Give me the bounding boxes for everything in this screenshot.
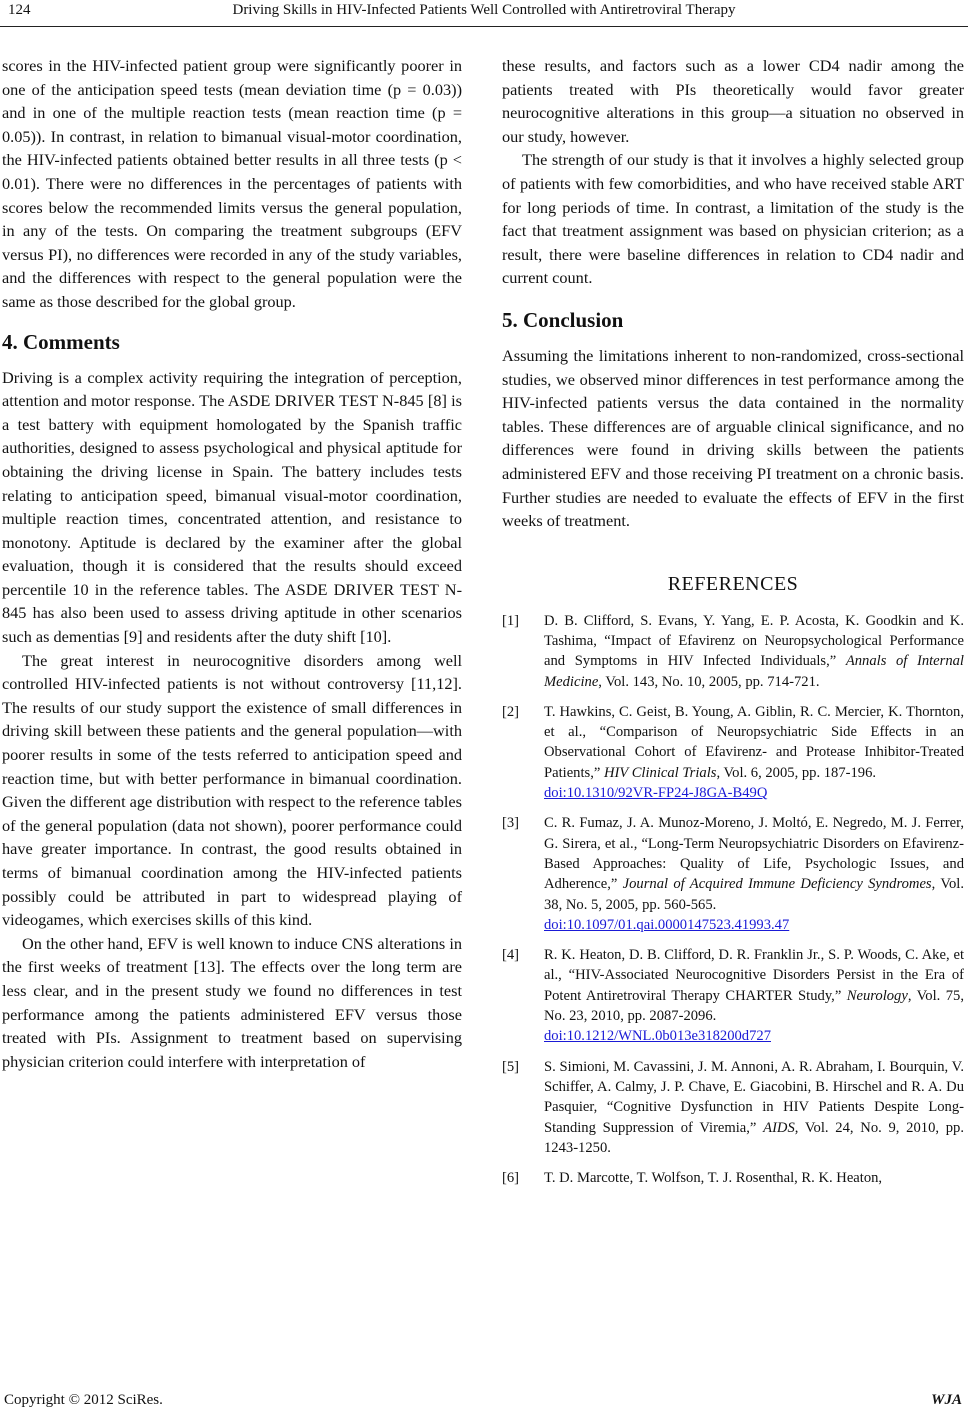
reference-citation: C. R. Fumaz, J. A. Munoz-Moreno, J. Moltó, E. Negredo, M. J. Ferrer, G. Sirera, et al., “Long-Term Neuropsychiatric Disorders on Efavirenz-Based Approaches: Quality of Life, Psychologic Issues, and Adherence,”	[544, 815, 964, 893]
reference-item	[502, 945, 964, 1046]
reference-citation: R. K. Heaton, D. B. Clifford, D. R. Franklin Jr., S. P. Woods, C. Ake, et al., “HIV-Associated Neurocognitive Disorders Persist in the Era of Potent Antiretroviral Therapy CHARTER Study,”	[544, 947, 964, 1004]
reference-citation: T. Hawkins, C. Geist, B. Young, A. Giblin, R. C. Mercier, K. Thornton, et al., “Comparison of Neuropsychiatric Side Effects in an Observational Cohort of Efavirenz- and Protease Inhibitor-Treated Patients,”	[544, 703, 964, 781]
reference-number: [4]	[502, 947, 520, 964]
journal-abbreviation: WJA	[931, 1392, 962, 1408]
reference-item	[502, 1168, 964, 1188]
reference-text	[544, 611, 964, 692]
running-header	[0, 0, 968, 26]
comments-paragraph-4: these results, and factors such as a lower CD4 nadir among the patients treated with PIs theoretically would favor greater neurocognitive alterations in this group—a situation no observed in our study, however.	[502, 56, 964, 146]
reference-number: [5]	[502, 1058, 520, 1075]
section-4-heading: 4. Comments	[2, 329, 120, 354]
reference-details: , Vol. 143, No. 10, 2005, pp. 714-721.	[598, 673, 820, 690]
reference-journal: Neurology	[846, 987, 908, 1004]
reference-citation: D. B. Clifford, S. Evans, Y. Yang, E. P. Acosta, K. Goodkin and K. Tashima, “Impact of Efavirenz on Neuropsychological Performance and Symptoms in HIV Infected Individuals,”	[544, 612, 964, 670]
reference-number: [1]	[502, 612, 520, 629]
page-number: 124	[8, 2, 31, 18]
comments-paragraph-1: Driving is a complex activity requiring the integration of perception, attention and motor response. The ASDE DRIVER TEST N-845 [8] is a test battery with equipment homologated by the Spanish traffic authorities, designed to assess psychological and physical aptitude for obtaining the driving license in Spain. The battery includes tests relating to anticipation speed, bimanual visual-motor coordination, multiple reaction times, concentrated attention, and resistance to monotony. Aptitude is declared by the examiner after the global evaluation, though it is considered that the results should exceed percentile 10 in the reference tables. The ASDE DRIVER TEST N-845 has also been used to assess driving aptitude in other scenarios such as dementias [9] and residents after the duty shift [10].	[2, 367, 462, 647]
right-column	[502, 54, 964, 1198]
doi-link[interactable]: doi:10.1097/01.qai.0000147523.41993.47	[544, 916, 790, 933]
reference-text	[544, 702, 964, 803]
reference-item	[502, 611, 964, 692]
reference-item	[502, 702, 964, 803]
section-5-heading: 5. Conclusion	[502, 307, 624, 332]
reference-number: [6]	[502, 1170, 520, 1187]
reference-journal: AIDS	[763, 1119, 795, 1136]
results-paragraph-end: scores in the HIV-infected patient group were significantly poorer in one of the anticipation speed tests (mean deviation time (p = 0.03)) and in one of the multiple reaction tests (mean reaction time (p = 0.05)). In contrast, in relation to bimanual visual-motor coordination, the HIV-infected patients obtained better results in all three tests (p < 0.01). There were no differences in the percentages of patients with scores below the recommended limits versus the general population, in any of the tests. On comparing the treatment subgroups (EFV versus PI), no differences were recorded in any of the study variables, and the differences with respect to the general population were the same as those described for the global group.	[2, 56, 462, 311]
copyright-notice: Copyright © 2012 SciRes.	[4, 1392, 163, 1408]
running-title: Driving Skills in HIV-Infected Patients Well Controlled with Antiretroviral Therapy	[232, 2, 736, 18]
reference-details: , Vol. 24, No. 9, 2010, pp. 1243-1250.	[544, 1119, 964, 1156]
reference-text	[544, 813, 964, 935]
reference-item	[502, 813, 964, 935]
reference-citation: S. Simioni, M. Cavassini, J. M. Annoni, A. R. Abraham, I. Bourquin, V. Schiffer, A. Calmy, J. P. Chave, E. Giacobini, B. Hirschel and R. A. Du Pasquier, “Cognitive Dysfunction in HIV Patients Despite Long-Standing Suppression of Viremia,”	[544, 1058, 964, 1136]
reference-journal: Annals of Internal Medicine	[544, 653, 964, 690]
references-heading: REFERENCES	[667, 572, 799, 595]
conclusion-paragraph: Assuming the limitations inherent to non-randomized, cross-sectional studies, we observed minor differences in test performance among the HIV-infected patients versus the data contained in the normality tables. These differences are of arguable clinical significance, and no differences were found in driving skills between the patients administered EFV and those receiving PI treatment on a chronic basis. Further studies are needed to evaluate the effects of EFV in the first weeks of treatment.	[502, 345, 964, 531]
reference-details: , Vol. 6, 2005, pp. 187-196.	[716, 764, 877, 781]
comments-paragraph-3: On the other hand, EFV is well known to induce CNS alterations in the first weeks of treatment [13]. The effects over the long term are less clear, and in the present study we found no differences in test performance among the patients administered EFV versus those treated with PIs. Assignment to treatment based on supervising physician criterion could interfere with interpretation of	[2, 933, 462, 1071]
reference-number: [3]	[502, 815, 520, 832]
reference-citation: T. D. Marcotte, T. Wolfson, T. J. Rosenthal, R. K. Heaton,	[544, 1170, 883, 1187]
reference-text	[544, 945, 964, 1046]
reference-journal: Journal of Acquired Immune Deficiency Syndromes	[622, 876, 932, 893]
reference-number: [2]	[502, 703, 520, 720]
reference-details: , Vol. 38, No. 5, 2005, pp. 560-565.	[544, 876, 964, 913]
reference-list	[502, 611, 964, 1189]
left-column	[2, 54, 462, 1073]
comments-paragraph-2: The great interest in neurocognitive disorders among well controlled HIV-infected patients is not without controversy [11,12]. The results of our study support the existence of small differences in driving skill between these patients and the general population—with poorer results in some of the tests referred to anticipation speed and reaction time, but with better performance in bimanual coordination. Given the different age distribution with respect to the reference tables of the general population (data not shown), poorer performance could have greater importance. In contrast, the good results obtained in terms of bimanual coordination among the HIV-infected patients possibly could be attributed in part to widespread playing of videogames, which exercises skills of this kind.	[2, 650, 462, 930]
doi-link[interactable]: doi:10.1310/92VR-FP24-J8GA-B49Q	[544, 785, 768, 802]
reference-details: , Vol. 75, No. 23, 2010, pp. 2087-2096.	[544, 987, 964, 1025]
comments-paragraph-5: The strength of our study is that it involves a highly selected group of patients with few comorbidities, and who have received stable ART for long periods of time. In contrast, a limitation of the study is the fact that treatment assignment was based on physician criterion; as a result, there were baseline differences in relation to CD4 nadir and current count.	[502, 150, 964, 288]
reference-item	[502, 1057, 964, 1158]
reference-text	[544, 1057, 964, 1158]
reference-journal: HIV Clinical Trials	[604, 764, 717, 781]
doi-link[interactable]: doi:10.1212/WNL.0b013e318200d727	[544, 1028, 771, 1045]
header-divider	[0, 26, 968, 27]
page-footer	[0, 1392, 968, 1412]
reference-text	[544, 1168, 964, 1188]
